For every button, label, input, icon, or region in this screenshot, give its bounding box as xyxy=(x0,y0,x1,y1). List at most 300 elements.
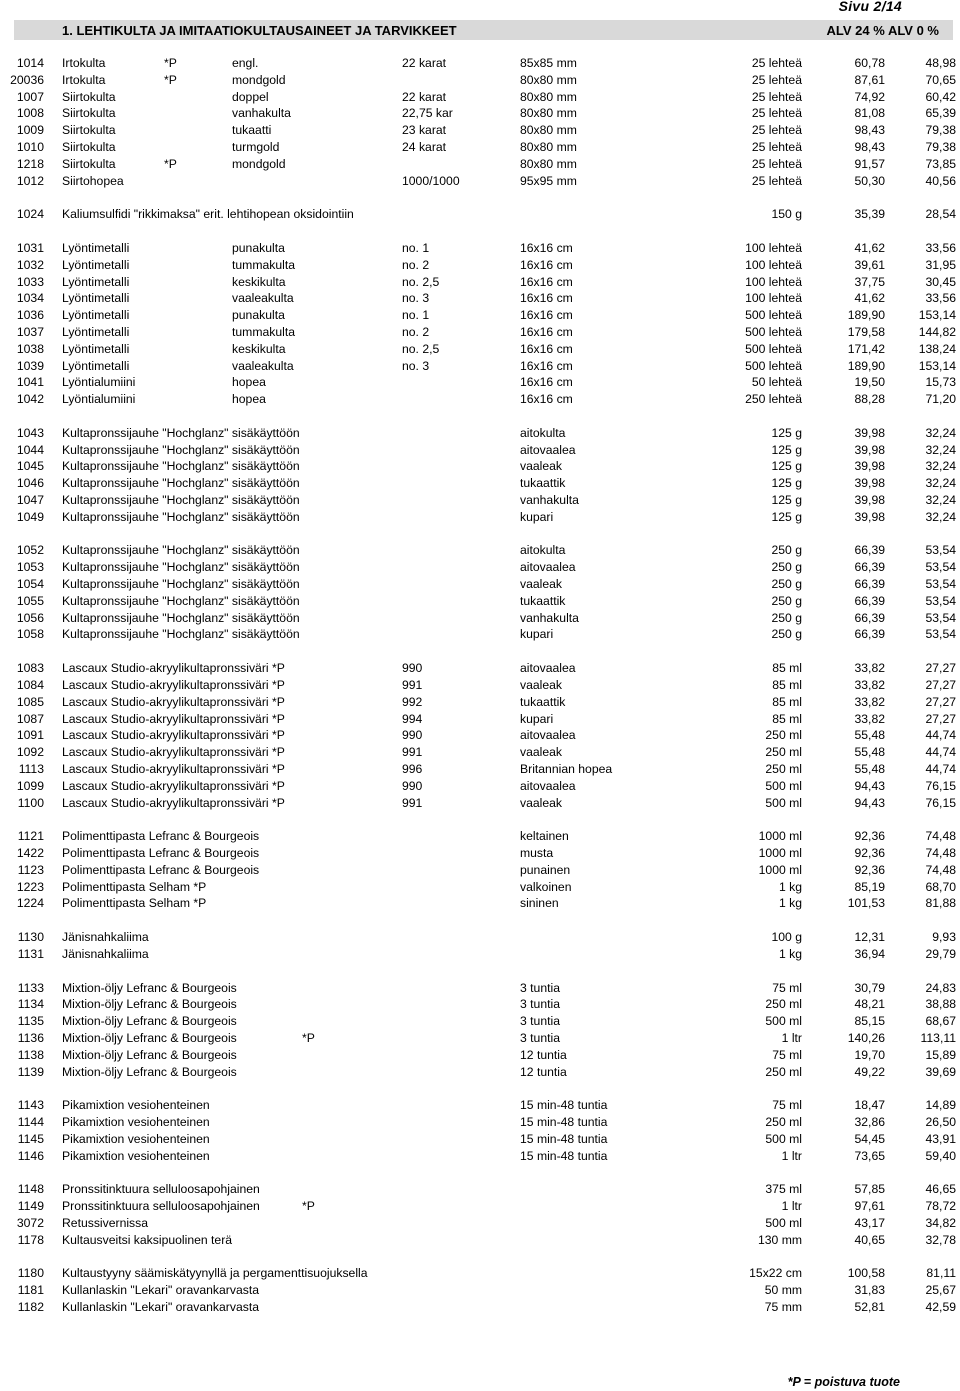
item-code: 1007 xyxy=(16,89,44,104)
item-price-vat0: 44,74 xyxy=(925,745,956,760)
item-code: 1085 xyxy=(16,694,44,709)
item-spec: 22,75 kar xyxy=(402,106,453,121)
item-price-vat0: 40,56 xyxy=(925,173,956,188)
item-variant: mondgold xyxy=(232,72,286,87)
item-detail: 95x95 mm xyxy=(520,173,577,188)
item-code: 1049 xyxy=(16,509,44,524)
item-detail: aitovaalea xyxy=(520,442,576,457)
item-name: Kaliumsulfidi "rikkimaksa" erit. lehtihopean oksidointiin xyxy=(62,207,354,222)
table-row xyxy=(0,493,960,510)
item-spec: no. 3 xyxy=(402,291,430,306)
item-detail: 80x80 mm xyxy=(520,156,577,171)
item-spec: no. 1 xyxy=(402,240,430,255)
item-spec: no. 2,5 xyxy=(402,274,440,289)
item-price-vat24: 189,90 xyxy=(847,358,885,373)
item-name: Kultapronssijauhe "Hochglanz" sisäkäyttöön xyxy=(62,593,300,608)
item-size: 500 lehteä xyxy=(745,308,802,323)
item-price-vat24: 54,45 xyxy=(854,1131,885,1146)
item-code: 1012 xyxy=(16,173,44,188)
item-size: 1000 ml xyxy=(758,829,802,844)
item-detail: vanhakulta xyxy=(520,610,579,625)
item-price-vat24: 40,65 xyxy=(854,1232,885,1247)
item-price-vat24: 97,61 xyxy=(854,1199,885,1214)
item-size: 250 g xyxy=(771,610,802,625)
item-name: Polimenttipasta Selham *P xyxy=(62,896,207,911)
item-price-vat0: 15,73 xyxy=(925,375,956,390)
item-size: 75 ml xyxy=(772,1098,802,1113)
table-row xyxy=(0,627,960,644)
item-price-vat0: 73,85 xyxy=(925,156,956,171)
item-size: 25 lehteä xyxy=(751,123,802,138)
item-code: 1052 xyxy=(16,543,44,558)
item-spec: 22 karat xyxy=(402,89,447,104)
item-detail: tukaattik xyxy=(520,593,566,608)
table-row xyxy=(0,1283,960,1300)
item-code: 1084 xyxy=(16,677,44,692)
table-row xyxy=(0,678,960,695)
item-name: Mixtion-öljy Lefranc & Bourgeois xyxy=(62,1030,237,1045)
table-row xyxy=(0,594,960,611)
item-spec: 22 karat xyxy=(402,56,447,70)
item-detail: 80x80 mm xyxy=(520,72,577,87)
item-name: Kultapronssijauhe "Hochglanz" sisäkäyttöön xyxy=(62,577,300,592)
item-price-vat24: 91,57 xyxy=(854,156,885,171)
item-detail: kupari xyxy=(520,509,554,524)
item-detail: 16x16 cm xyxy=(520,240,573,255)
item-price-vat24: 140,26 xyxy=(847,1030,885,1045)
item-code: 1113 xyxy=(18,761,44,776)
item-code: 1123 xyxy=(17,862,44,877)
table-row xyxy=(0,762,960,779)
item-price-vat0: 15,89 xyxy=(925,1047,956,1062)
item-detail: 80x80 mm xyxy=(520,106,577,121)
item-size: 250 g xyxy=(771,577,802,592)
item-name: Irtokulta xyxy=(62,56,106,70)
item-detail: aitokulta xyxy=(520,425,566,440)
table-row xyxy=(0,896,960,913)
item-code: 1033 xyxy=(16,274,44,289)
item-spec: 990 xyxy=(402,728,423,743)
item-detail: tukaattik xyxy=(520,694,566,709)
item-size: 50 mm xyxy=(764,1283,802,1298)
table-row xyxy=(0,207,960,224)
item-name: Pronssitinktuura selluloosapohjainen xyxy=(62,1199,260,1214)
item-size: 100 lehteä xyxy=(745,240,802,255)
item-price-vat0: 27,27 xyxy=(925,677,956,692)
item-variant: tukaatti xyxy=(232,123,272,138)
table-row xyxy=(0,997,960,1014)
item-name: Irtokulta xyxy=(62,72,106,87)
item-size: 250 ml xyxy=(765,1115,802,1130)
item-price-vat24: 85,15 xyxy=(854,1014,885,1029)
table-row xyxy=(0,611,960,628)
item-name: Lyöntimetalli xyxy=(62,274,130,289)
item-size: 125 g xyxy=(771,442,802,457)
item-code: 1136 xyxy=(17,1030,44,1045)
item-name: Jänisnahkaliima xyxy=(62,930,149,945)
item-code: 1044 xyxy=(16,442,44,457)
table-row xyxy=(0,829,960,846)
item-code: 1178 xyxy=(17,1232,44,1247)
item-code: 1034 xyxy=(16,291,44,306)
item-name: Kultapronssijauhe "Hochglanz" sisäkäyttöön xyxy=(62,560,300,575)
table-row xyxy=(0,1132,960,1149)
item-price-vat0: 30,45 xyxy=(925,274,956,289)
item-price-vat24: 31,83 xyxy=(854,1283,885,1298)
item-variant: doppel xyxy=(232,89,269,104)
item-code: 1144 xyxy=(17,1115,44,1130)
item-price-vat24: 98,43 xyxy=(854,139,885,154)
item-price-vat0: 153,14 xyxy=(918,308,956,323)
item-code: 1042 xyxy=(16,392,44,407)
item-spec: 24 karat xyxy=(402,139,447,154)
item-variant: vaaleakulta xyxy=(232,291,294,306)
item-price-vat24: 66,39 xyxy=(854,610,885,625)
item-code: 1039 xyxy=(16,358,44,373)
item-price-vat24: 33,82 xyxy=(854,661,885,676)
item-detail: aitovaalea xyxy=(520,778,576,793)
item-size: 1000 ml xyxy=(758,862,802,877)
item-price-vat0: 113,11 xyxy=(920,1030,956,1045)
item-name: Kultapronssijauhe "Hochglanz" sisäkäyttöön xyxy=(62,610,300,625)
item-name: Siirtokulta xyxy=(62,139,116,154)
item-name: Kultapronssijauhe "Hochglanz" sisäkäyttöön xyxy=(62,509,300,524)
table-row xyxy=(0,1149,960,1166)
item-detail: Britannian hopea xyxy=(520,761,613,776)
item-name: Lyöntimetalli xyxy=(62,324,130,339)
table-row xyxy=(0,661,960,678)
item-detail: aitovaalea xyxy=(520,661,576,676)
table-row xyxy=(0,157,960,174)
item-name: Kultapronssijauhe "Hochglanz" sisäkäyttöön xyxy=(62,442,300,457)
item-name: Pronssitinktuura selluloosapohjainen xyxy=(62,1182,260,1197)
table-row xyxy=(0,1031,960,1048)
item-size: 375 ml xyxy=(765,1182,802,1197)
item-variant: tummakulta xyxy=(232,324,295,339)
item-price-vat0: 59,40 xyxy=(925,1148,956,1163)
item-price-vat24: 49,22 xyxy=(854,1064,885,1079)
item-size: 1 ltr xyxy=(781,1199,802,1214)
item-price-vat24: 60,78 xyxy=(854,56,885,70)
item-price-vat0: 78,72 xyxy=(925,1199,956,1214)
item-size: 1000 ml xyxy=(758,846,802,861)
table-row xyxy=(0,560,960,577)
item-size: 125 g xyxy=(771,459,802,474)
item-detail: aitokulta xyxy=(520,543,566,558)
item-size: 100 lehteä xyxy=(745,291,802,306)
item-detail: aitovaalea xyxy=(520,728,576,743)
item-price-vat24: 43,17 xyxy=(854,1215,885,1230)
item-code: 1133 xyxy=(17,980,44,995)
table-row xyxy=(0,1199,960,1216)
item-flag: *P xyxy=(164,72,177,87)
table-row xyxy=(0,712,960,729)
item-code: 1058 xyxy=(16,627,44,642)
item-detail: punainen xyxy=(520,862,571,877)
item-price-vat24: 41,62 xyxy=(854,240,885,255)
table-row xyxy=(0,426,960,443)
item-size: 500 ml xyxy=(765,1215,802,1230)
item-price-vat0: 68,70 xyxy=(925,879,956,894)
item-price-vat24: 55,48 xyxy=(854,761,885,776)
item-price-vat0: 43,91 xyxy=(925,1131,956,1146)
item-price-vat0: 81,88 xyxy=(925,896,956,911)
item-detail: 16x16 cm xyxy=(520,274,573,289)
item-price-vat24: 66,39 xyxy=(854,543,885,558)
table-row xyxy=(0,1216,960,1233)
item-price-vat24: 88,28 xyxy=(854,392,885,407)
item-code: 1218 xyxy=(16,156,44,171)
item-price-vat24: 37,75 xyxy=(854,274,885,289)
item-code: 1135 xyxy=(17,1014,44,1029)
table-row xyxy=(0,1014,960,1031)
section-title: 1. LEHTIKULTA JA IMITAATIOKULTAUSAINEET JA TARVIKKEET xyxy=(62,23,457,38)
item-spec: 23 karat xyxy=(402,123,447,138)
item-code: 1130 xyxy=(17,930,44,945)
item-price-vat24: 39,98 xyxy=(854,459,885,474)
item-name: Lyöntimetalli xyxy=(62,240,130,255)
table-row xyxy=(0,981,960,998)
item-price-vat0: 32,24 xyxy=(925,476,956,491)
item-price-vat24: 33,82 xyxy=(854,694,885,709)
item-price-vat0: 74,48 xyxy=(925,829,956,844)
table-row xyxy=(0,1048,960,1065)
item-name: Mixtion-öljy Lefranc & Bourgeois xyxy=(62,1014,237,1029)
item-name: Mixtion-öljy Lefranc & Bourgeois xyxy=(62,980,237,995)
item-size: 75 mm xyxy=(764,1300,802,1314)
item-price-vat24: 189,90 xyxy=(847,308,885,323)
item-price-vat0: 53,54 xyxy=(925,543,956,558)
item-size: 250 ml xyxy=(765,1064,802,1079)
item-price-vat0: 71,20 xyxy=(925,392,956,407)
price-list xyxy=(0,56,960,1317)
item-code: 1121 xyxy=(17,829,44,844)
item-spec: no. 2 xyxy=(402,324,430,339)
item-size: 500 lehteä xyxy=(745,324,802,339)
item-price-vat24: 55,48 xyxy=(854,728,885,743)
item-variant: engl. xyxy=(232,56,259,70)
item-size: 25 lehteä xyxy=(751,173,802,188)
item-price-vat0: 32,24 xyxy=(925,509,956,524)
item-detail: 15 min-48 tuntia xyxy=(520,1131,608,1146)
item-size: 25 lehteä xyxy=(751,106,802,121)
item-code: 1146 xyxy=(17,1148,44,1163)
item-detail: vaaleak xyxy=(520,577,563,592)
item-name: Mixtion-öljy Lefranc & Bourgeois xyxy=(62,997,237,1012)
table-row xyxy=(0,846,960,863)
item-spec: no. 1 xyxy=(402,308,430,323)
item-detail: 3 tuntia xyxy=(520,1014,560,1029)
item-flag: *P xyxy=(302,1199,315,1214)
item-price-vat24: 12,31 xyxy=(854,930,885,945)
item-price-vat24: 39,98 xyxy=(854,425,885,440)
item-price-vat0: 24,83 xyxy=(925,980,956,995)
item-code: 1100 xyxy=(17,795,44,810)
item-name: Pikamixtion vesiohenteinen xyxy=(62,1115,210,1130)
item-price-vat0: 32,24 xyxy=(925,459,956,474)
item-size: 500 ml xyxy=(765,778,802,793)
item-spec: 996 xyxy=(402,761,423,776)
table-row xyxy=(0,308,960,325)
item-spec: 991 xyxy=(402,745,423,760)
item-spec: no. 2 xyxy=(402,257,430,272)
item-price-vat24: 52,81 xyxy=(854,1300,885,1314)
item-code: 1038 xyxy=(16,341,44,356)
item-price-vat24: 32,86 xyxy=(854,1115,885,1130)
item-size: 250 ml xyxy=(765,761,802,776)
item-spec: 991 xyxy=(402,677,423,692)
item-variant: punakulta xyxy=(232,240,285,255)
item-spec: 992 xyxy=(402,694,423,709)
item-price-vat0: 153,14 xyxy=(918,358,956,373)
item-code: 1055 xyxy=(16,593,44,608)
item-size: 25 lehteä xyxy=(751,156,802,171)
item-size: 150 g xyxy=(771,207,802,222)
item-price-vat24: 33,82 xyxy=(854,677,885,692)
item-name: Retussivernissa xyxy=(62,1215,149,1230)
item-detail: 16x16 cm xyxy=(520,392,573,407)
item-detail: 16x16 cm xyxy=(520,291,573,306)
item-detail: vaaleak xyxy=(520,459,563,474)
item-name: Lascaux Studio-akryylikultapronssiväri *P xyxy=(62,745,285,760)
item-size: 500 ml xyxy=(765,1014,802,1029)
table-row xyxy=(0,106,960,123)
table-row xyxy=(0,241,960,258)
item-name: Lyöntialumiini xyxy=(62,392,136,407)
table-row xyxy=(0,695,960,712)
item-price-vat0: 25,67 xyxy=(925,1283,956,1298)
item-name: Siirtokulta xyxy=(62,106,116,121)
table-row xyxy=(0,1098,960,1115)
item-code: 1037 xyxy=(16,324,44,339)
item-price-vat24: 66,39 xyxy=(854,560,885,575)
item-size: 1 ltr xyxy=(781,1030,802,1045)
item-size: 250 g xyxy=(771,560,802,575)
item-name: Siirtokulta xyxy=(62,156,116,171)
item-code: 1036 xyxy=(16,308,44,323)
table-row xyxy=(0,56,960,73)
table-row xyxy=(0,476,960,493)
item-variant: vanhakulta xyxy=(232,106,291,121)
item-name: Polimenttipasta Selham *P xyxy=(62,879,207,894)
item-price-vat0: 32,24 xyxy=(925,442,956,457)
item-price-vat0: 27,27 xyxy=(925,711,956,726)
table-row xyxy=(0,258,960,275)
item-variant: turmgold xyxy=(232,139,280,154)
item-price-vat24: 48,21 xyxy=(854,997,885,1012)
item-name: Lyöntimetalli xyxy=(62,291,130,306)
item-name: Lyöntimetalli xyxy=(62,358,130,373)
item-price-vat0: 29,79 xyxy=(925,946,956,961)
item-price-vat0: 32,24 xyxy=(925,493,956,507)
item-code: 1056 xyxy=(16,610,44,625)
item-code: 1045 xyxy=(16,459,44,474)
item-flag: *P xyxy=(164,56,177,70)
item-name: Lascaux Studio-akryylikultapronssiväri *P xyxy=(62,677,285,692)
item-price-vat0: 74,48 xyxy=(925,846,956,861)
item-spec: 991 xyxy=(402,795,423,810)
item-code: 1134 xyxy=(17,997,44,1012)
item-size: 100 lehteä xyxy=(745,274,802,289)
item-variant: keskikulta xyxy=(232,274,286,289)
page-number: Sivu 2/14 xyxy=(838,0,902,14)
item-code: 1024 xyxy=(16,207,44,222)
item-size: 125 g xyxy=(771,425,802,440)
item-code: 1182 xyxy=(17,1300,44,1314)
item-price-vat24: 85,19 xyxy=(854,879,885,894)
item-price-vat24: 57,85 xyxy=(854,1182,885,1197)
item-name: Polimenttipasta Lefranc & Bourgeois xyxy=(62,829,260,844)
item-variant: mondgold xyxy=(232,156,286,171)
item-price-vat0: 27,27 xyxy=(925,661,956,676)
item-price-vat0: 44,74 xyxy=(925,728,956,743)
item-price-vat24: 87,61 xyxy=(854,72,885,87)
table-row xyxy=(0,342,960,359)
table-row xyxy=(0,291,960,308)
item-detail: 15 min-48 tuntia xyxy=(520,1098,608,1113)
item-name: Kultapronssijauhe "Hochglanz" sisäkäyttöön xyxy=(62,543,300,558)
item-name: Lascaux Studio-akryylikultapronssiväri *P xyxy=(62,795,285,810)
item-spec: no. 2,5 xyxy=(402,341,440,356)
item-detail: 80x80 mm xyxy=(520,123,577,138)
item-price-vat0: 53,54 xyxy=(925,610,956,625)
item-detail: 15 min-48 tuntia xyxy=(520,1115,608,1130)
item-detail: 80x80 mm xyxy=(520,89,577,104)
item-name: Jänisnahkaliima xyxy=(62,946,149,961)
item-price-vat0: 74,48 xyxy=(925,862,956,877)
item-price-vat24: 94,43 xyxy=(854,795,885,810)
table-row xyxy=(0,1065,960,1082)
table-row xyxy=(0,930,960,947)
item-name: Polimenttipasta Lefranc & Bourgeois xyxy=(62,846,260,861)
item-size: 500 lehteä xyxy=(745,358,802,373)
item-variant: punakulta xyxy=(232,308,285,323)
item-code: 1043 xyxy=(16,425,44,440)
item-size: 85 ml xyxy=(772,694,802,709)
item-name: Lyöntimetalli xyxy=(62,257,130,272)
item-name: Mixtion-öljy Lefranc & Bourgeois xyxy=(62,1047,237,1062)
item-name: Kullanlaskin "Lekari" oravankarvasta xyxy=(62,1300,259,1314)
item-size: 25 lehteä xyxy=(751,139,802,154)
item-price-vat0: 9,93 xyxy=(932,930,956,945)
item-size: 130 mm xyxy=(757,1232,802,1247)
item-price-vat0: 53,54 xyxy=(925,627,956,642)
item-price-vat0: 33,56 xyxy=(925,291,956,306)
item-size: 85 ml xyxy=(772,677,802,692)
item-code: 1422 xyxy=(16,846,44,861)
item-code: 1131 xyxy=(17,946,44,961)
table-row xyxy=(0,1266,960,1283)
item-price-vat0: 68,67 xyxy=(925,1014,956,1029)
item-code: 1032 xyxy=(16,257,44,272)
item-spec: 990 xyxy=(402,661,423,676)
item-price-vat24: 66,39 xyxy=(854,577,885,592)
item-code: 1009 xyxy=(16,123,44,138)
item-spec: no. 3 xyxy=(402,358,430,373)
item-size: 500 ml xyxy=(765,1131,802,1146)
item-name: Kultapronssijauhe "Hochglanz" sisäkäyttöön xyxy=(62,476,300,491)
item-detail: 16x16 cm xyxy=(520,324,573,339)
table-row xyxy=(0,543,960,560)
item-size: 125 g xyxy=(771,476,802,491)
item-detail: 16x16 cm xyxy=(520,308,573,323)
item-price-vat0: 53,54 xyxy=(925,560,956,575)
item-detail: 16x16 cm xyxy=(520,257,573,272)
item-detail: 3 tuntia xyxy=(520,997,560,1012)
item-variant: keskikulta xyxy=(232,341,286,356)
item-price-vat0: 44,74 xyxy=(925,761,956,776)
item-price-vat24: 92,36 xyxy=(854,862,885,877)
